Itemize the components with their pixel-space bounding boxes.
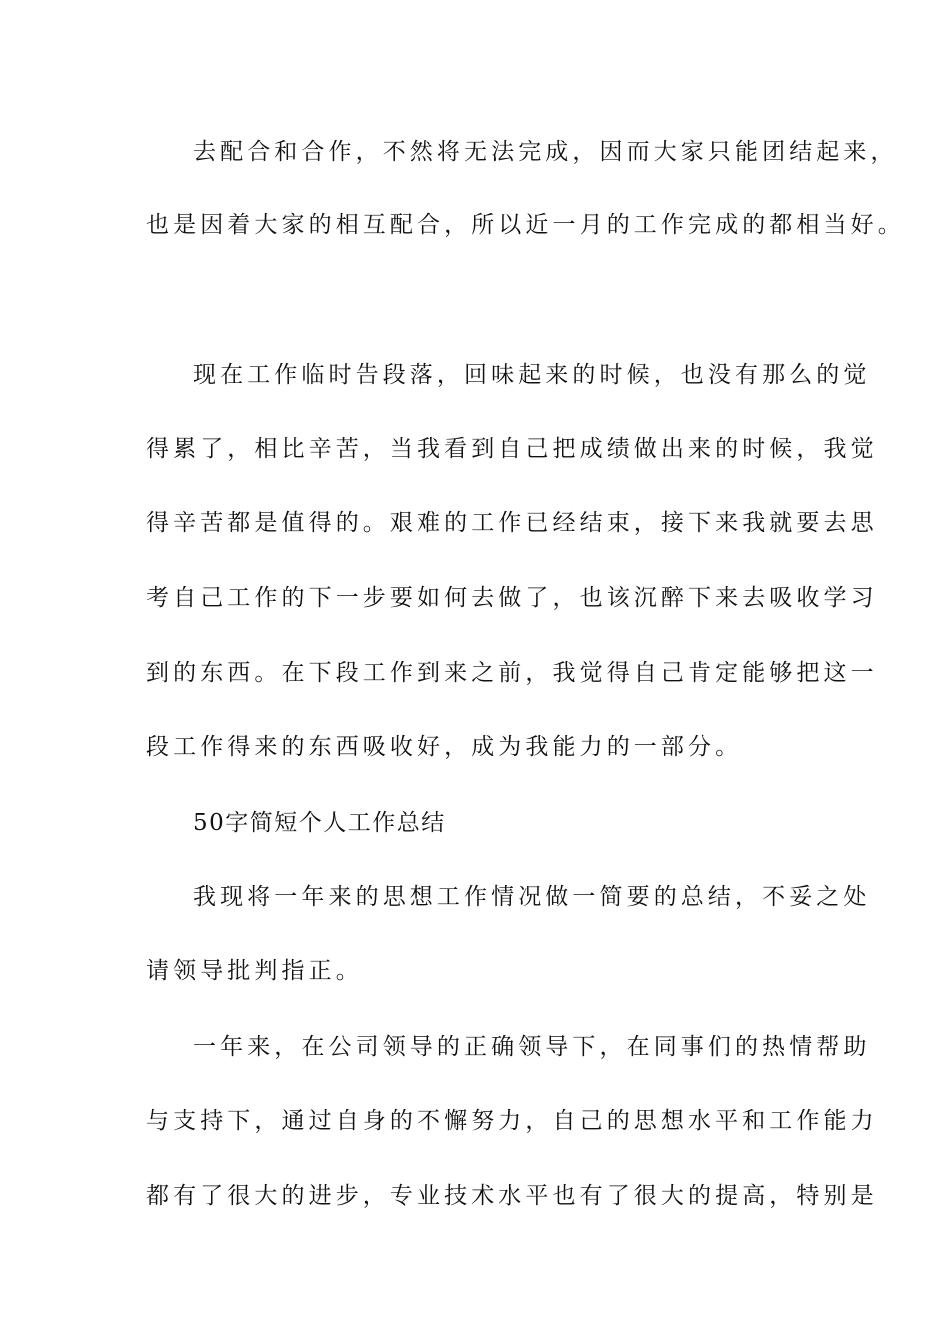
paragraph-4-line-1: 一年来，在公司领导的正确领导下，在同事们的热情帮助 — [193, 1034, 871, 1060]
paragraph-3-line-1: 我现将一年来的思想工作情况做一简要的总结，不妥之处 — [193, 884, 871, 910]
paragraph-1-line-1: 去配合和合作，不然将无法完成，因而大家只能团结起来， — [193, 139, 898, 165]
section-title: 50字简短个人工作总结 — [193, 810, 446, 836]
paragraph-3-line-2: 请领导批判指正。 — [146, 958, 363, 984]
paragraph-2-line-2: 得累了，相比辛苦，当我看到自己把成绩做出来的时候，我觉 — [146, 436, 878, 462]
paragraph-2-line-4: 考自己工作的下一步要如何去做了，也该沉醉下来去吸收学习 — [146, 585, 878, 611]
paragraph-2-line-1: 现在工作临时告段落，回味起来的时候，也没有那么的觉 — [193, 362, 871, 388]
paragraph-4-line-2: 与支持下，通过自身的不懈努力，自己的思想水平和工作能力 — [146, 1108, 878, 1134]
paragraph-4-line-3: 都有了很大的进步，专业技术水平也有了很大的提高，特别是 — [146, 1183, 878, 1209]
paragraph-2-line-5: 到的东西。在下段工作到来之前，我觉得自己肯定能够把这一 — [146, 660, 878, 686]
paragraph-1-line-2: 也是因着大家的相互配合，所以近一月的工作完成的都相当好。 — [146, 212, 905, 238]
paragraph-2-line-6: 段工作得来的东西吸收好，成为我能力的一部分。 — [146, 734, 743, 760]
paragraph-2-line-3: 得辛苦都是值得的。艰难的工作已经结束，接下来我就要去思 — [146, 510, 878, 536]
